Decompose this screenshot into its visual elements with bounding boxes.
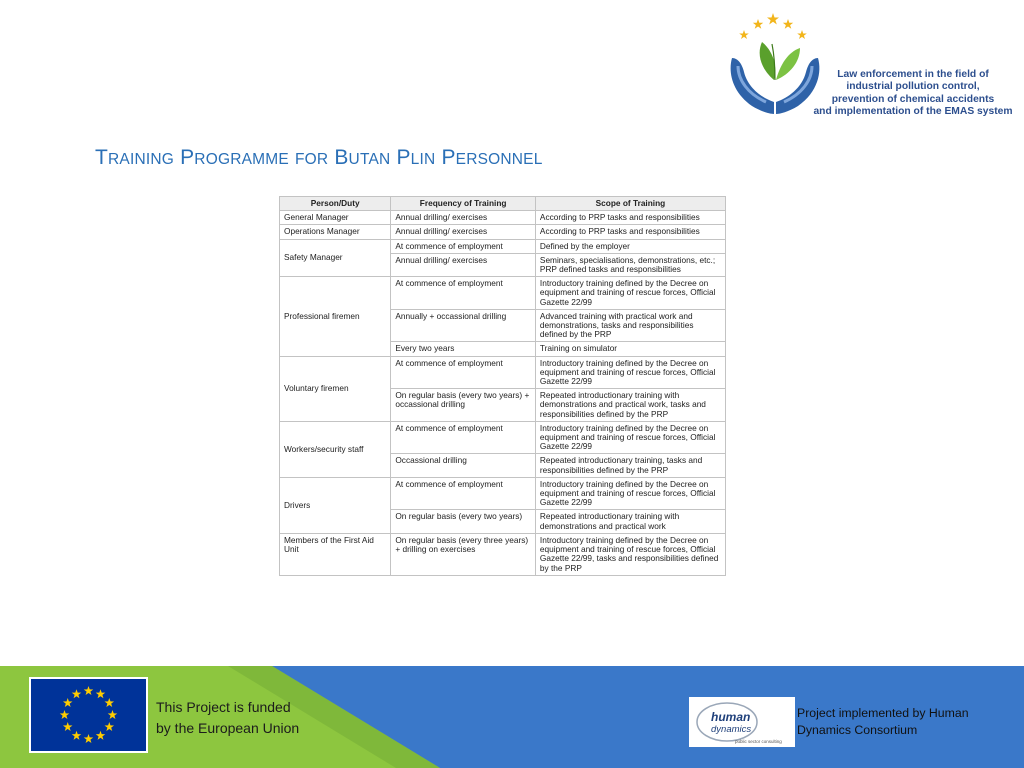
stars-arc-icon	[739, 13, 807, 39]
frequency-cell: At commence of employment	[391, 239, 536, 253]
header-scope: Scope of Training	[535, 197, 725, 211]
title-initial: B	[334, 146, 349, 169]
hd-logo-word: human	[711, 710, 751, 724]
frequency-cell: Annual drilling/ exercises	[391, 253, 536, 276]
person-cell: Professional firemen	[280, 277, 391, 356]
table-row	[280, 239, 726, 253]
title-initial: P	[180, 146, 195, 169]
funding-notice	[156, 697, 299, 739]
hd-logo-tagline: public sector consulting	[735, 739, 782, 744]
table-row	[280, 356, 726, 389]
implementation-line: Project implemented by Human	[797, 706, 969, 720]
person-cell: Workers/security staff	[280, 421, 391, 477]
title-word	[95, 146, 174, 169]
project-logo	[722, 10, 1017, 135]
frequency-cell: Annual drilling/ exercises	[391, 211, 536, 225]
scope-cell: Seminars, specialisations, demonstrations, etc.; PRP defined tasks and responsibilities	[535, 253, 725, 276]
person-cell: Operations Manager	[280, 225, 391, 239]
title-word	[441, 146, 542, 169]
scope-cell: Advanced training with practical work and demonstrations, tasks and responsibilities defined by the PRP	[535, 309, 725, 342]
table-row	[280, 421, 726, 454]
logo-caption-line: industrial pollution control,	[846, 81, 980, 93]
frequency-cell: Annually + occassional drilling	[391, 309, 536, 342]
person-cell: Safety Manager	[280, 239, 391, 277]
frequency-cell: On regular basis (every three years) + drilling on exercises	[391, 533, 536, 575]
scope-cell: Repeated introductionary training with demonstrations and practical work, tasks and responsibilities defined by the PRP	[535, 389, 725, 422]
scope-cell: Repeated introductionary training, tasks and responsibilities defined by the PRP	[535, 454, 725, 477]
page-title	[95, 146, 543, 170]
scope-cell: According to PRP tasks and responsibilities	[535, 211, 725, 225]
header-person-duty: Person/Duty	[280, 197, 391, 211]
table-row	[280, 211, 726, 225]
logo-caption-line: Law enforcement in the field of	[837, 69, 989, 80]
person-cell: Drivers	[280, 477, 391, 533]
title-rest: UTAN	[348, 151, 391, 168]
person-cell: General Manager	[280, 211, 391, 225]
funding-line: by the European Union	[156, 720, 300, 736]
implementation-notice	[797, 705, 969, 739]
title-word	[334, 146, 390, 169]
scope-cell: Introductory training defined by the Decree on equipment and training of rescue forces, Official Gazette 22/99	[535, 421, 725, 454]
logo-caption-line: and implementation of the EMAS system	[813, 106, 1013, 118]
scope-cell: Defined by the employer	[535, 239, 725, 253]
frequency-cell: At commence of employment	[391, 421, 536, 454]
title-word	[396, 146, 435, 169]
title-rest: FOR	[294, 151, 329, 168]
title-initial: T	[95, 146, 109, 169]
table-row	[280, 533, 726, 575]
frequency-cell: Annual drilling/ exercises	[391, 225, 536, 239]
frequency-cell: On regular basis (every two years) + occassional drilling	[391, 389, 536, 422]
training-table	[279, 196, 726, 576]
title-word	[295, 146, 328, 169]
frequency-cell: At commence of employment	[391, 477, 536, 510]
scope-cell: Introductory training defined by the Decree on equipment and training of rescue forces, Official Gazette 22/99	[535, 477, 725, 510]
funding-line: This Project is funded	[156, 699, 291, 715]
title-rest: LIN	[410, 151, 436, 168]
table-row	[280, 225, 726, 239]
scope-cell: Introductory training defined by the Decree on equipment and training of rescue forces, Official Gazette 22/99, tasks and responsibilities defined by the PRP	[535, 533, 725, 575]
frequency-cell: Every two years	[391, 342, 536, 356]
title-initial: P	[441, 146, 456, 169]
person-cell: Members of the First Aid Unit	[280, 533, 391, 575]
title-rest: ERSONNEL	[455, 151, 543, 168]
hd-logo-word: dynamics	[711, 724, 752, 735]
frequency-cell: On regular basis (every two years)	[391, 510, 536, 533]
title-initial: P	[396, 146, 411, 169]
eu-flag-icon	[29, 677, 148, 753]
scope-cell: Training on simulator	[535, 342, 725, 356]
table-row	[280, 277, 726, 310]
scope-cell: Repeated introductionary training with demonstrations and practical work	[535, 510, 725, 533]
title-rest: RAINING	[108, 151, 175, 168]
title-rest: ROGRAMME	[194, 151, 289, 168]
scope-cell: Introductory training defined by the Decree on equipment and training of rescue forces, Official Gazette 22/99	[535, 277, 725, 310]
scope-cell: According to PRP tasks and responsibilities	[535, 225, 725, 239]
table-header-row	[280, 197, 726, 211]
frequency-cell: At commence of employment	[391, 356, 536, 389]
logo-caption-line: prevention of chemical accidents	[831, 93, 995, 105]
implementation-line: Dynamics Consortium	[797, 723, 918, 737]
frequency-cell: Occassional drilling	[391, 454, 536, 477]
table-row	[280, 477, 726, 510]
header-frequency: Frequency of Training	[391, 197, 536, 211]
person-cell: Voluntary firemen	[280, 356, 391, 421]
scope-cell: Introductory training defined by the Decree on equipment and training of rescue forces, Official Gazette 22/99	[535, 356, 725, 389]
human-dynamics-logo	[689, 697, 795, 747]
project-logo-caption	[808, 69, 1018, 119]
frequency-cell: At commence of employment	[391, 277, 536, 310]
title-word	[180, 146, 289, 169]
